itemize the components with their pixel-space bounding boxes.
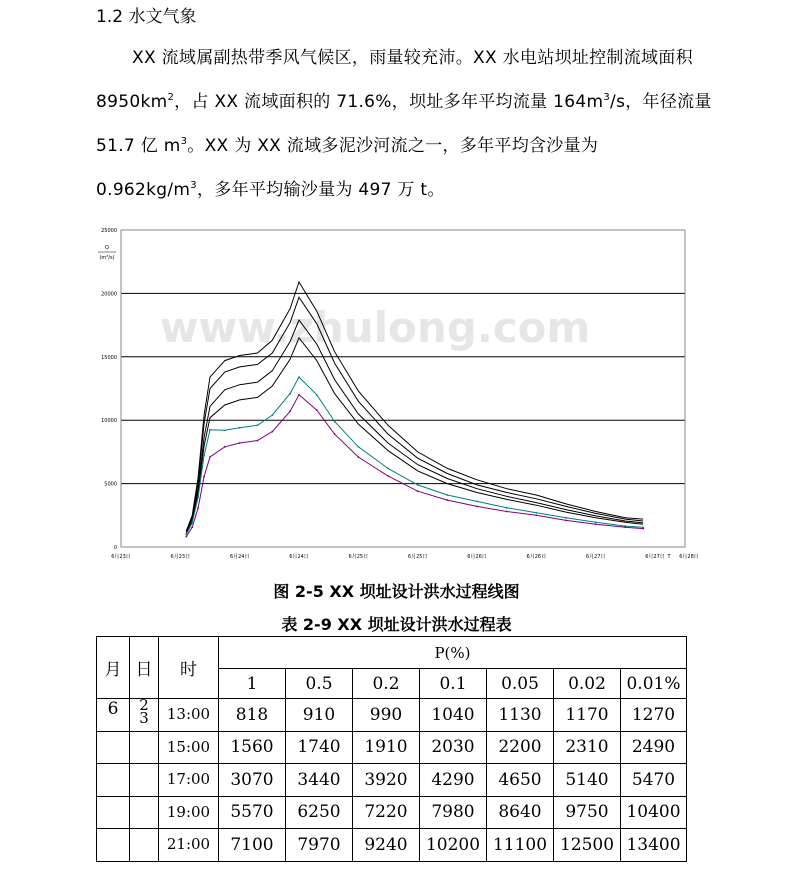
series-line-3 [186, 338, 643, 534]
y-tick-label: 20000 [101, 291, 117, 298]
y-axis-label: Q [105, 245, 109, 251]
y-tick-label: 10000 [101, 418, 117, 425]
series-point [417, 484, 419, 486]
x-tick-label: 6月24日 [229, 554, 250, 560]
cell-value: 7980 [420, 796, 487, 829]
cell-month: 6 [97, 699, 130, 732]
series-point [289, 393, 291, 395]
cell-time-text: 13:00 [166, 705, 211, 724]
x-tick-label: 6月26日 [526, 554, 547, 560]
table-row [97, 731, 687, 764]
x-tick-label: 6月23日 [170, 554, 191, 560]
cell-value: 12500 [554, 829, 621, 862]
series-point [239, 427, 241, 429]
series-point [257, 440, 259, 442]
cell-value: 1130 [487, 699, 554, 732]
series-point [197, 496, 199, 498]
superscript-2: 2 [167, 92, 175, 103]
cell-time-text: 19:00 [166, 802, 211, 821]
header-p-1: 0.5 [286, 669, 353, 699]
cell-value: 9240 [353, 829, 420, 862]
table-caption: 表 2-9 XX 坝址设计洪水过程表 [281, 615, 512, 634]
table-row [97, 699, 687, 732]
design-flood-table [96, 636, 687, 862]
cell-day [130, 731, 159, 764]
series-point [357, 446, 359, 448]
series-point [446, 494, 448, 496]
table-body [97, 696, 687, 862]
header-p-5: 0.02 [554, 669, 621, 699]
series-point [334, 421, 336, 423]
cell-day [130, 796, 159, 829]
series-point [506, 507, 508, 509]
header-p-4: 0.05 [487, 669, 554, 699]
x-tick-label: 6月28日 [679, 554, 699, 560]
series-point [209, 429, 211, 431]
series-point [334, 433, 336, 435]
y-tick-label: 5000 [104, 481, 117, 488]
cell-time [159, 699, 219, 732]
series-point [476, 500, 478, 502]
series-point [298, 394, 300, 396]
x-tick-label: 6月24日 [289, 554, 309, 560]
section-title: 1.2 水文气象 [96, 7, 197, 27]
cell-value: 910 [286, 699, 353, 732]
cell-month [97, 829, 130, 862]
x-axis-label: T [667, 554, 671, 560]
series-point [642, 528, 644, 530]
series-point [191, 526, 193, 528]
cell-value: 5140 [554, 764, 621, 797]
paragraph-text-3: /s，年径流量 51.7 亿 m [96, 92, 712, 156]
cell-value: 1910 [353, 731, 420, 764]
x-tick-label: 6月27日 [585, 554, 606, 560]
chart-watermark-layer [160, 303, 591, 352]
series-point [565, 519, 567, 521]
series-point [197, 507, 199, 509]
cell-time-text: 15:00 [166, 737, 211, 756]
cell-value: 8640 [487, 796, 554, 829]
series-point [417, 490, 419, 492]
table-row [97, 796, 687, 829]
series-point [535, 514, 537, 516]
table-row [97, 829, 687, 862]
series-point [565, 517, 567, 519]
cell-value: 6250 [286, 796, 353, 829]
cell-value: 2030 [420, 731, 487, 764]
series-point [257, 424, 259, 426]
series-point [203, 455, 205, 457]
header-month: 月 [97, 637, 130, 699]
header-p-6: 0.01% [621, 669, 687, 699]
cell-value: 13400 [621, 829, 687, 862]
cell-value: 1170 [554, 699, 621, 732]
cell-value: 9750 [554, 796, 621, 829]
series-point [185, 536, 187, 538]
x-tick-label: 6月26日 [467, 554, 487, 560]
cell-day [130, 764, 159, 797]
chart-axes-layer [98, 228, 699, 560]
x-tick-label: 6月25日 [407, 554, 428, 560]
series-point [624, 526, 626, 528]
series-point [387, 475, 389, 477]
header-p-3: 0.1 [420, 669, 487, 699]
cell-value: 11100 [487, 829, 554, 862]
y-axis-unit: (m³/s) [99, 255, 115, 261]
cell-value: 2310 [554, 731, 621, 764]
series-point [298, 376, 300, 378]
cell-time [159, 796, 219, 829]
series-point [595, 523, 597, 525]
cell-day [130, 696, 159, 732]
y-tick-label: 0 [113, 545, 117, 551]
cell-month [97, 731, 130, 764]
cell-value: 3070 [219, 764, 286, 797]
series-point [203, 475, 205, 477]
series-point [446, 499, 448, 501]
cell-value: 990 [353, 699, 420, 732]
series-line-5 [186, 395, 643, 537]
series-point [271, 431, 273, 433]
cell-value: 1270 [621, 699, 687, 732]
paragraph-text-1: XX 流域属副热带季风气候区，雨量较充沛。XX 水电站坝址控制流域面积 8950km [96, 48, 693, 112]
series-point [357, 456, 359, 458]
cell-value: 7100 [219, 829, 286, 862]
header-p-2: 0.2 [353, 669, 420, 699]
cell-time [159, 829, 219, 862]
cell-value: 5570 [219, 796, 286, 829]
figure-caption: 图 2-5 XX 坝址设计洪水过程线图 [273, 582, 520, 601]
series-point [224, 446, 226, 448]
header-probability: P(%) [219, 637, 687, 669]
cell-value: 4290 [420, 764, 487, 797]
cell-time-text: 17:00 [166, 770, 211, 789]
cell-value: 7970 [286, 829, 353, 862]
cell-time [159, 764, 219, 797]
flood-hydrograph-chart [90, 222, 699, 567]
table-row [97, 764, 687, 797]
paragraph-text-5: ，多年平均输沙量为 497 万 t。 [196, 180, 445, 200]
cell-value: 3440 [286, 764, 353, 797]
superscript-3b: 3 [180, 136, 188, 147]
cell-day-text: 23 [139, 696, 149, 727]
cell-day [130, 829, 159, 862]
paragraph-text-4: 。XX 为 XX 流域多泥沙河流之一，多年平均含沙量为 0.962kg/m [96, 136, 599, 200]
header-p-0: 1 [219, 669, 286, 699]
cell-time [159, 731, 219, 764]
series-point [209, 456, 211, 458]
cell-value: 5470 [621, 764, 687, 797]
cell-value: 1040 [420, 699, 487, 732]
hydrology-paragraph [96, 36, 720, 212]
series-point [476, 506, 478, 508]
x-tick-label: 6月23日 [111, 554, 131, 560]
cell-value: 3920 [353, 764, 420, 797]
y-tick-label: 25000 [101, 228, 117, 234]
series-point [316, 409, 318, 411]
series-point [271, 414, 273, 416]
y-tick-label: 15000 [101, 354, 117, 361]
series-point [289, 410, 291, 412]
header-day: 日 [130, 637, 159, 699]
series-point [595, 521, 597, 523]
cell-value: 2200 [487, 731, 554, 764]
superscript-3c: 3 [190, 180, 197, 191]
cell-month [97, 796, 130, 829]
cell-value: 1560 [219, 731, 286, 764]
cell-value: 10400 [621, 796, 687, 829]
cell-time-text: 21:00 [166, 835, 211, 854]
series-point [506, 511, 508, 513]
series-point [239, 442, 241, 444]
series-point [224, 429, 226, 431]
series-point [387, 467, 389, 469]
cell-value: 4650 [487, 764, 554, 797]
plot-frame [121, 230, 685, 547]
series-point [535, 512, 537, 514]
series-point [316, 394, 318, 396]
cell-value: 2490 [621, 731, 687, 764]
cell-value: 818 [219, 699, 286, 732]
cell-value: 10200 [420, 829, 487, 862]
cell-value: 7220 [353, 796, 420, 829]
superscript-3: 3 [603, 92, 611, 103]
paragraph-text-2: ，占 XX 流域面积的 71.6%，坝址多年平均流量 164m [174, 92, 604, 112]
cell-value: 1740 [286, 731, 353, 764]
header-hour: 时 [159, 637, 219, 699]
chart-watermark: www.zhulong.com [159, 303, 591, 352]
cell-month [97, 764, 130, 797]
x-tick-label: 6月27日 [645, 554, 665, 560]
x-tick-label: 6月25日 [348, 554, 369, 560]
series-point [191, 522, 193, 524]
